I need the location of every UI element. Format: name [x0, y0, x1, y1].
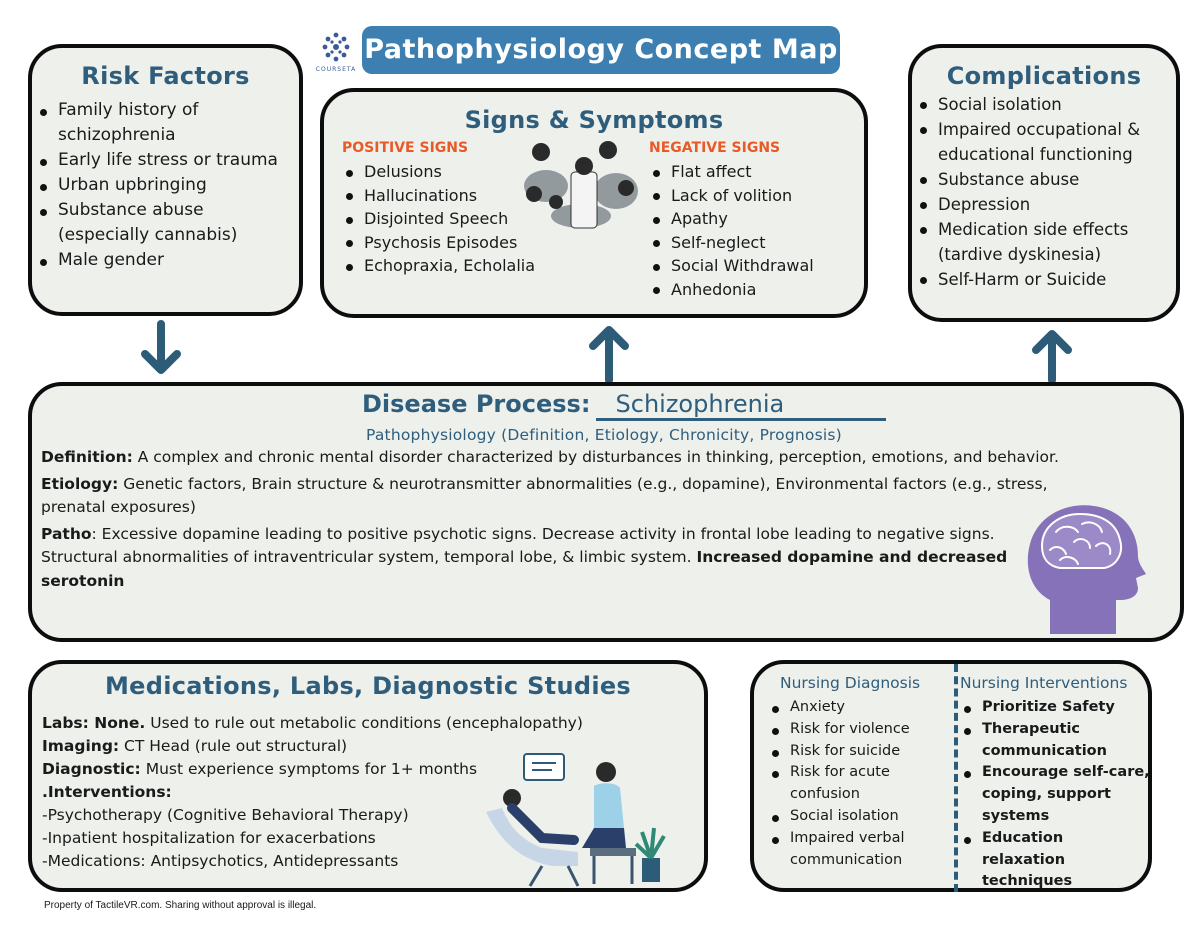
logo-text: COURSETA	[315, 66, 357, 73]
medications-body	[42, 712, 583, 873]
complications-box	[908, 44, 1180, 322]
list-item: Self-Harm or Suicide	[916, 267, 1170, 292]
imaging-text: CT Head (rule out structural)	[119, 737, 348, 755]
list-item: Depression	[916, 192, 1170, 217]
disease-label: Disease Process:	[362, 390, 591, 418]
list-item: Anxiety	[768, 697, 950, 719]
diagnostic-text: Must experience symptoms for 1+ months	[140, 760, 478, 778]
list-item: Risk for acute confusion	[768, 762, 950, 806]
list-item: Substance abuse	[916, 167, 1170, 192]
list-item: Therapeutic communication	[960, 719, 1150, 763]
logo	[314, 30, 358, 73]
list-item: Echopraxia, Echolalia	[342, 254, 552, 278]
list-item: Risk for suicide	[768, 741, 950, 763]
list-item: Risk for violence	[768, 719, 950, 741]
list-item: Early life stress or trauma	[36, 148, 289, 173]
patho-text: : Excessive dopamine leading to positive psychotic signs. Decrease activity in frontal lobe leading to negative signs. Structural abnormalities of intraventricular system, temporal lobe, & limbic system.	[41, 524, 995, 566]
disease-name: Schizophrenia	[596, 390, 886, 421]
medications-box	[28, 660, 708, 892]
list-item: Family history of schizophrenia	[36, 98, 289, 148]
medications-title: Medications, Labs, Diagnostic Studies	[104, 672, 632, 700]
list-item: Encourage self-care, coping, support systems	[960, 762, 1150, 827]
list-item: Male gender	[36, 248, 289, 273]
intervention-line: -Inpatient hospitalization for exacerbations	[42, 829, 376, 847]
arrow-down-icon	[137, 320, 185, 380]
interventions-label: .Interventions:	[42, 783, 172, 801]
arrow-up-icon	[585, 318, 633, 384]
list-item: Substance abuse (especially cannabis)	[36, 198, 289, 248]
signs-symptoms-box	[320, 88, 868, 318]
etiology-paragraph	[41, 473, 1111, 520]
signs-symptoms-title: Signs & Symptoms	[464, 106, 724, 134]
list-item: Disjointed Speech	[342, 207, 552, 231]
list-item: Delusions	[342, 160, 552, 184]
intervention-line: -Medications: Antipsychotics, Antidepressants	[42, 852, 399, 870]
list-item: Social Withdrawal	[649, 254, 859, 278]
negative-signs-label: NEGATIVE SIGNS	[649, 140, 781, 156]
nursing-interventions-title: Nursing Interventions	[960, 674, 1128, 692]
patho-label: Patho	[41, 524, 92, 543]
definition-paragraph	[41, 446, 1111, 470]
brain-head-icon	[1020, 496, 1150, 636]
positive-signs-label: POSITIVE SIGNS	[342, 140, 469, 156]
disease-body	[41, 446, 1111, 593]
labs-text: Used to rule out metabolic conditions (encephalopathy)	[145, 714, 583, 732]
footer-notice: Property of TactileVR.com. Sharing without approval is illegal.	[44, 900, 317, 911]
list-item: Apathy	[649, 207, 859, 231]
definition-label: Definition:	[41, 448, 133, 466]
list-item: Hallucinations	[342, 184, 552, 208]
labs-line	[42, 712, 583, 735]
divider	[954, 664, 958, 892]
diagnostic-label: Diagnostic:	[42, 760, 141, 778]
list-item: Psychosis Episodes	[342, 231, 552, 255]
list-item: Prioritize Safety	[960, 697, 1150, 719]
etiology-label: Etiology:	[41, 474, 119, 493]
list-item: Impaired occupational & educational functioning	[916, 117, 1170, 167]
arrow-up-icon	[1028, 322, 1076, 382]
diagnostic-line	[42, 758, 502, 781]
labs-label: Labs: None.	[42, 714, 146, 732]
list-item: Self-neglect	[649, 231, 859, 255]
risk-factors-list	[36, 98, 289, 273]
nursing-diagnosis-column	[780, 674, 950, 871]
nursing-box	[750, 660, 1152, 892]
list-item: Anhedonia	[649, 278, 859, 302]
imaging-line	[42, 735, 502, 758]
complications-list	[916, 92, 1170, 292]
page-title: Pathophysiology Concept Map	[362, 26, 840, 74]
risk-factors-title: Risk Factors	[81, 62, 250, 90]
definition-text: A complex and chronic mental disorder characterized by disturbances in thinking, perception, emotions, and behavior.	[132, 448, 1059, 466]
patho-paragraph	[41, 523, 1021, 594]
imaging-label: Imaging:	[42, 737, 120, 755]
list-item: Lack of volition	[649, 184, 859, 208]
disease-subtitle: Pathophysiology (Definition, Etiology, Chronicity, Prognosis)	[366, 426, 842, 444]
therapy-session-illustration	[482, 748, 672, 888]
disease-heading	[362, 390, 886, 421]
complications-title: Complications	[946, 62, 1142, 90]
list-item: Education relaxation techniques	[960, 828, 1150, 893]
list-item: Urban upbringing	[36, 173, 289, 198]
logo-mark-icon	[314, 30, 358, 64]
list-item: Flat affect	[649, 160, 859, 184]
patho-bold-text: Increased dopamine and decreased serotonin	[41, 548, 1008, 590]
intervention-line: -Psychotherapy (Cognitive Behavioral Therapy)	[42, 806, 409, 824]
list-item: Social isolation	[768, 806, 950, 828]
nursing-diagnosis-title: Nursing Diagnosis	[780, 674, 921, 692]
disease-process-box	[28, 382, 1184, 642]
etiology-text: Genetic factors, Brain structure & neurotransmitter abnormalities (e.g., dopamine), Environmental factors (e.g., stress, prenatal exposures)	[41, 474, 1048, 516]
list-item: Impaired verbal communication	[768, 828, 950, 872]
risk-factors-box	[28, 44, 303, 316]
nursing-interventions-column	[960, 674, 1150, 893]
list-item: Medication side effects (tardive dyskinesia)	[916, 217, 1170, 267]
negative-signs-column	[649, 140, 859, 301]
hallucination-illustration	[516, 136, 646, 232]
list-item: Social isolation	[916, 92, 1170, 117]
